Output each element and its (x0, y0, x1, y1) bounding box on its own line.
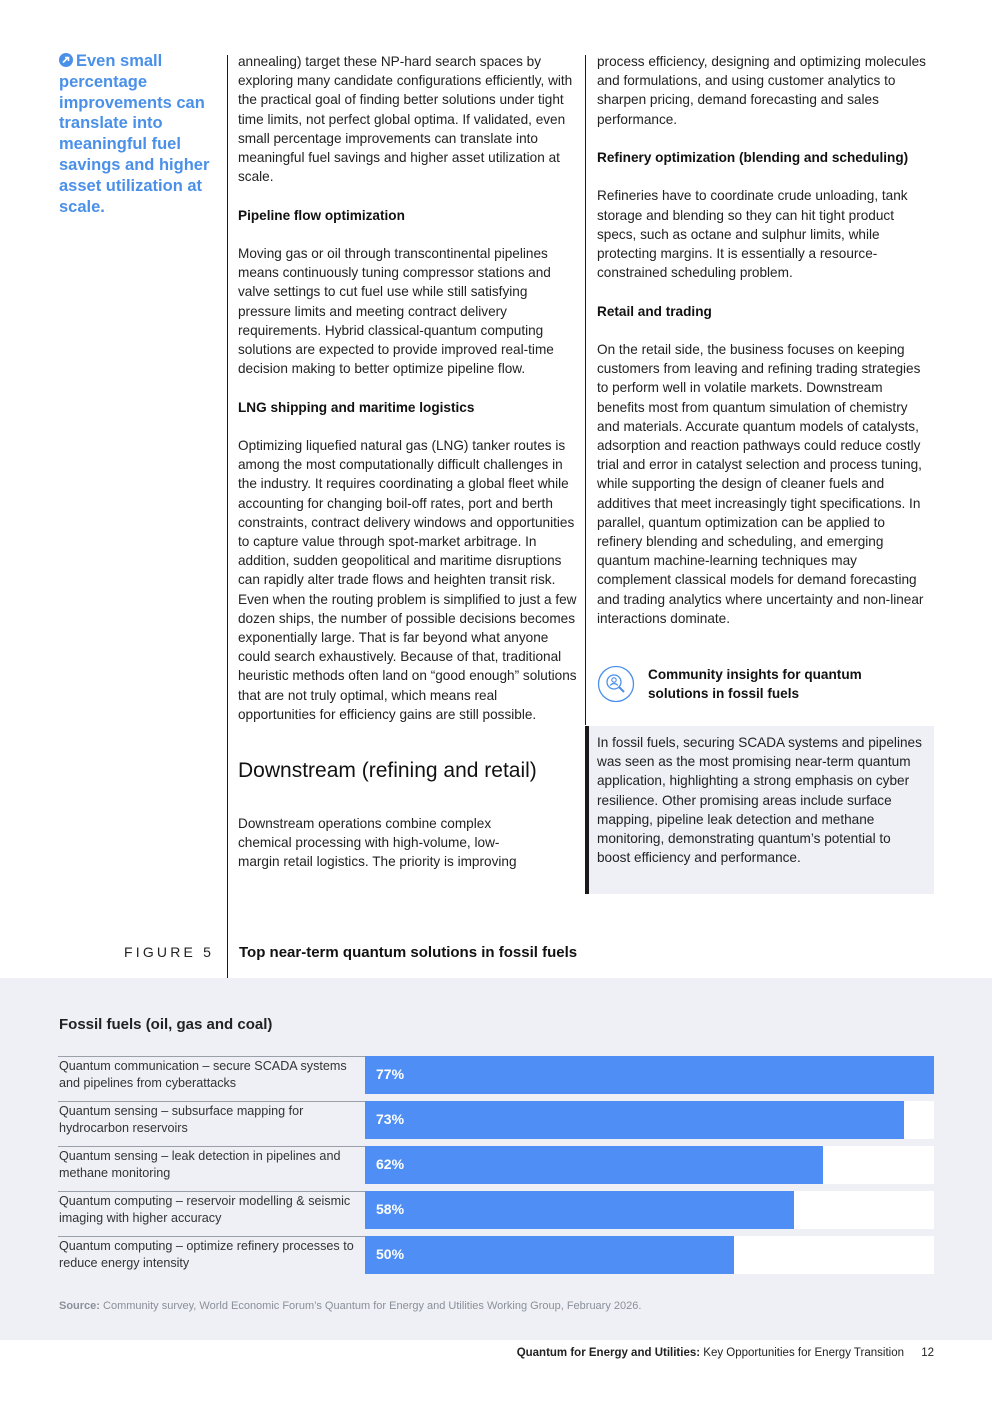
source-label: Source: (59, 1300, 100, 1312)
bar-track (365, 1191, 934, 1229)
community-insights-header (597, 665, 897, 703)
paragraph: Moving gas or oil through transcontinental pipelines means continuously tuning compressor stations and valve settings to cut fuel use while still satisfying pressure limits and meeting contract delivery requirements. Hybrid classical-quantum computing solutions are expected to provide improved real-time decision making to better optimize pipeline flow. (238, 246, 554, 377)
chart-row (58, 1056, 934, 1101)
paragraph: process efficiency, designing and optimizing molecules and formulations, and using customer analytics to sharpen pricing, demand forecasting and sales performance. (597, 54, 926, 127)
paragraph: On the retail side, the business focuses on keeping customers from leaving and refining trading strategies to perform well in volatile markets. Downstream benefits most from quantum simulation of chemistry and materials. Accurate quantum models of catalysts, adsorption and reaction pathways could reduce costly trial and error in catalyst selection and process tuning, while supporting the design of cleaner fuels and additives that meet increasingly tight specifications. In parallel, quantum optimization can be applied to refinery blending and scheduling, and emerging quantum machine-learning techniques may complement classical models for demand forecasting and trading analytics where uncertainty and non-linear interactions dominate. (597, 341, 924, 626)
paragraph: Downstream operations combine complex chemical processing with high-volume, low-margin retail logistics. The priority is improving (238, 816, 517, 870)
chart-row (58, 1236, 934, 1281)
value-label: 58% (376, 1201, 405, 1217)
chart-row (58, 1146, 934, 1191)
community-insights-title: Community insights for quantum solutions in fossil fuels (648, 667, 862, 702)
section-heading-retail: Retail and trading (597, 303, 712, 319)
chart-row (58, 1101, 934, 1146)
bar-track (365, 1056, 934, 1094)
section-heading-pipeline: Pipeline flow optimization (238, 207, 405, 223)
bar-chart (58, 1056, 934, 1281)
value-label: 62% (376, 1156, 405, 1172)
row-divider (58, 1101, 365, 1102)
pull-quote-text: Even small percentage improvements can translate into meaningful fuel savings and higher asset utilization at scale. (59, 52, 210, 216)
row-divider (58, 1191, 365, 1192)
bar-track (365, 1101, 934, 1139)
section-title-downstream: Downstream (refining and retail) (238, 759, 537, 783)
bar (365, 1056, 934, 1094)
quote-icon (59, 53, 73, 67)
value-label: 77% (376, 1066, 405, 1082)
bar (365, 1236, 734, 1274)
insight-callout (585, 726, 934, 894)
chart-source (59, 1300, 641, 1312)
category-label: Quantum sensing – leak detection in pipelines and methane monitoring (59, 1149, 341, 1180)
category-label: Quantum computing – optimize refinery processes to reduce energy intensity (59, 1239, 354, 1270)
section-heading-refinery: Refinery optimization (blending and scheduling) (597, 150, 909, 165)
figure-label: FIGURE 5 (124, 944, 215, 960)
row-divider (58, 1236, 365, 1237)
category-label: Quantum computing – reservoir modelling & seismic imaging with higher accuracy (59, 1194, 351, 1225)
footer-title-bold: Quantum for Energy and Utilities: (516, 1347, 701, 1359)
figure-title: Top near-term quantum solutions in fossil fuels (239, 944, 578, 961)
row-divider (58, 1056, 365, 1057)
column-divider-right (585, 55, 586, 725)
row-divider (58, 1146, 365, 1147)
category-label: Quantum communication – secure SCADA systems and pipelines from cyberattacks (59, 1059, 347, 1090)
paragraph: annealing) target these NP-hard search spaces by exploring many candidate configurations efficiently, with the practical goal of finding better solutions under tight time limits, not perfect global optima. If validated, even small percentage improvements can translate into meaningful fuel savings and higher asset utilization at scale. (238, 54, 573, 185)
paragraph: Refineries have to coordinate crude unloading, tank storage and blending so they can hit tight product specs, such as octane and sulphur limits, while protecting margins. It is essentially a resource-constrained scheduling problem. (597, 188, 908, 281)
pull-quote (59, 51, 219, 217)
text-column-1 (238, 52, 578, 872)
footer-title-rest: Key Opportunities for Energy Transition (703, 1347, 904, 1359)
chart-row (58, 1191, 934, 1236)
page-footer (517, 1347, 934, 1359)
bar (365, 1191, 794, 1229)
magnifier-insight-icon (597, 665, 635, 703)
value-label: 73% (376, 1111, 405, 1127)
callout-text: In fossil fuels, securing SCADA systems and pipelines was seen as the most promising near-term quantum application, highlighting a strong emphasis on cyber resilience. Other promising areas include surface mapping, pipeline leak detection and methane monitoring, demonstrating quantum’s potential to boost efficiency and performance. (597, 735, 922, 866)
bar (365, 1146, 823, 1184)
category-label: Quantum sensing – subsurface mapping for hydrocarbon reservoirs (59, 1104, 304, 1135)
text-column-2 (597, 52, 933, 628)
value-label: 50% (376, 1246, 405, 1262)
page-number: 12 (921, 1347, 934, 1359)
section-heading-lng: LNG shipping and maritime logistics (238, 399, 475, 415)
bar (365, 1101, 904, 1139)
figure-divider (227, 940, 228, 978)
source-text: Community survey, World Economic Forum’s Quantum for Energy and Utilities Working Group, February 2026. (103, 1300, 642, 1312)
paragraph: Optimizing liquefied natural gas (LNG) tanker routes is among the most computationally difficult challenges in the industry. It requires coordinating a global fleet while accounting for changing boil-off rates, port and berth constraints, contract delivery windows and opportunities to capture value through spot-market arbitrage. In addition, sudden geopolitical and maritime disruptions can rapidly alter trade flows and heighten transit risk. Even when the routing problem is simplified to just a few dozen ships, the number of possible decisions becomes exponentially large. That is far beyond what anyone could search exhaustively. Because of that, traditional heuristic methods often land on “good enough” solutions that are not truly optimal, which means real opportunities for efficiency gains are still possible. (238, 438, 577, 722)
chart-title: Fossil fuels (oil, gas and coal) (59, 1016, 273, 1033)
bar-track (365, 1236, 934, 1274)
column-divider-left (227, 55, 228, 977)
bar-track (365, 1146, 934, 1184)
